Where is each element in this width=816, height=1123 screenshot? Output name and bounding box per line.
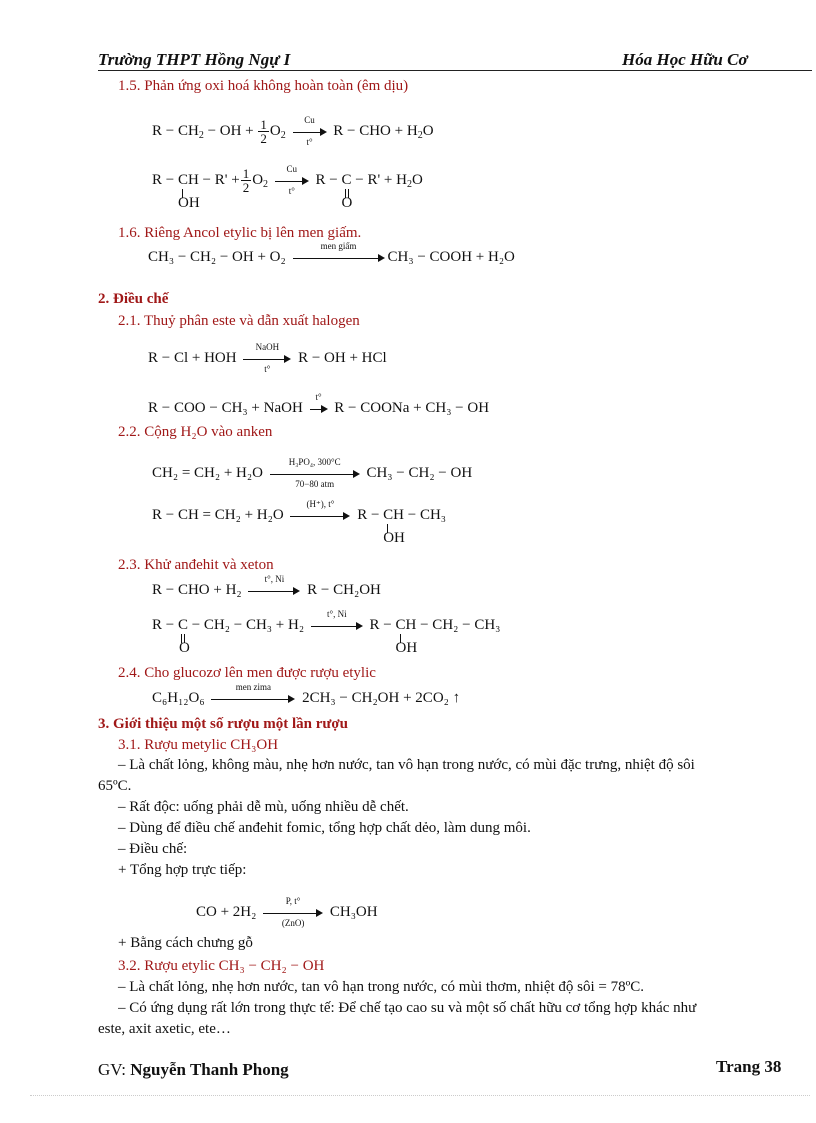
- reaction-arrow: men zima: [211, 692, 295, 706]
- footer-teacher: [98, 1060, 289, 1080]
- reaction-arrow: $\frac{Cu}{t^\circ}$: [293, 125, 327, 139]
- footer-gv-label: GV:: [98, 1060, 127, 1079]
- paragraph-line: – Là chất lỏng, không màu, nhẹ hơn nước, tan vô hạn trong nước, có mùi đặc trưng, nhiệt độ sôi: [118, 757, 695, 773]
- footer-teacher-name: Nguyễn Thanh Phong: [130, 1060, 289, 1079]
- paragraph-line: este, axit axetic, ete…: [98, 1021, 231, 1037]
- equation-2-3-b: R − C − CH₂ − CH₃ + H₂ O t°, Ni R − CH − CH₂ − CH₃ OH: [152, 608, 501, 656]
- section-2-2-title: 2.2. Cộng H₂O vào anken: [118, 424, 273, 440]
- equation-2-4: C₆H₁₂O₆ men zima 2CH₃ − CH₂OH + 2CO₂ ↑: [152, 681, 461, 706]
- reaction-arrow: t°, Ni: [311, 619, 363, 633]
- equation-1-5-a: $R - CH_2$ − OH + $\frac{1}{2}$ $O_2$ $\frac{Cu}{t^\circ}$ R − CHO + $H_2O$: [152, 114, 434, 147]
- section-2-3-title: 2.3. Khử anđehit và xeton: [118, 557, 274, 573]
- equation-3-1: CO + 2H₂ P, t° (ZnO) CH₃OH: [196, 895, 378, 928]
- section-2-1-title: 2.1. Thuỷ phân este và dẫn xuất halogen: [118, 313, 360, 329]
- reaction-arrow: t°: [310, 402, 328, 416]
- section-1-6-title: 1.6. Riêng Ancol etylic bị lên men giấm.: [118, 225, 362, 241]
- section-2-title: 2. Điều chế: [98, 291, 169, 307]
- header-school: Trường THPT Hồng Ngự I: [98, 50, 291, 69]
- section-3-1-title: 3.1. Rượu metylic CH₃OH: [118, 737, 279, 753]
- equation-1-6: CH₃ − CH₂ − OH + O₂ men giấm CH₃ − COOH + H₂O: [148, 240, 515, 265]
- equation-2-1-b: R − COO − CH₃ + NaOH t° R − COONa + CH₃ − OH: [148, 391, 490, 416]
- reaction-arrow: NaOH t°: [243, 352, 291, 366]
- header-rule: [98, 70, 812, 71]
- footer-page-number: Trang 38: [716, 1057, 782, 1076]
- paragraph-line: 65ºC.: [98, 778, 132, 794]
- section-1-5-title: 1.5. Phản ứng oxi hoá không hoàn toàn (êm dịu): [118, 78, 409, 94]
- reaction-arrow: men giấm: [293, 251, 385, 265]
- equation-2-2-a: CH₂ = CH₂ + H₂O H₃PO₄, 300°C 70−80 atm CH₃ − CH₂ − OH: [152, 456, 473, 489]
- paragraph-line: + Tổng hợp trực tiếp:: [118, 862, 247, 878]
- reaction-arrow: t°, Ni: [248, 584, 300, 598]
- header-subject: Hóa Học Hữu Cơ: [622, 50, 748, 69]
- equation-1-5-b: R − CH − R' + OH $\frac{1}{2}$ $O_2$ $\frac{Cu}{t^\circ}$ R − C − R' + H O $_2$O: [152, 163, 423, 211]
- page-bottom-divider: [30, 1095, 810, 1096]
- equation-2-1-a: R − Cl + HOH NaOH t° R − OH + HCl: [148, 341, 387, 374]
- reaction-arrow: $\frac{Cu}{t^\circ}$: [275, 174, 309, 188]
- paragraph-line: – Rất độc: uống phải dễ mù, uống nhiều dễ chết.: [118, 799, 409, 815]
- paragraph-line: – Dùng để điều chế anđehit fomic, tổng hợp chất dẻo, làm dung môi.: [118, 820, 531, 836]
- reaction-arrow: (H⁺), t°: [290, 509, 350, 523]
- paragraph-line: + Bằng cách chưng gỗ: [118, 935, 253, 951]
- section-3-2-title: 3.2. Rượu etylic CH₃ − CH₂ − OH: [118, 958, 325, 974]
- paragraph-line: – Là chất lỏng, nhẹ hơn nước, tan vô hạn trong nước, có mùi thơm, nhiệt độ sôi = 78ºC.: [118, 979, 645, 995]
- paragraph-line: – Điều chế:: [118, 841, 188, 857]
- section-3-title: 3. Giới thiệu một số rượu một lần rượu: [98, 716, 349, 732]
- section-2-4-title: 2.4. Cho glucozơ lên men được rượu etylic: [118, 665, 376, 681]
- paragraph-line: – Có ứng dụng rất lớn trong thực tế: Để chế tạo cao su và một số chất hữu cơ tổng hợp khác như: [118, 1000, 697, 1016]
- reaction-arrow: P, t° (ZnO): [263, 906, 323, 920]
- equation-2-2-b: R − CH = CH₂ + H₂O (H⁺), t° R − CH − CH₃ OH: [152, 498, 447, 546]
- equation-2-3-a: R − CHO + H₂ t°, Ni R − CH₂OH: [152, 573, 381, 598]
- reaction-arrow: H₃PO₄, 300°C 70−80 atm: [270, 467, 360, 481]
